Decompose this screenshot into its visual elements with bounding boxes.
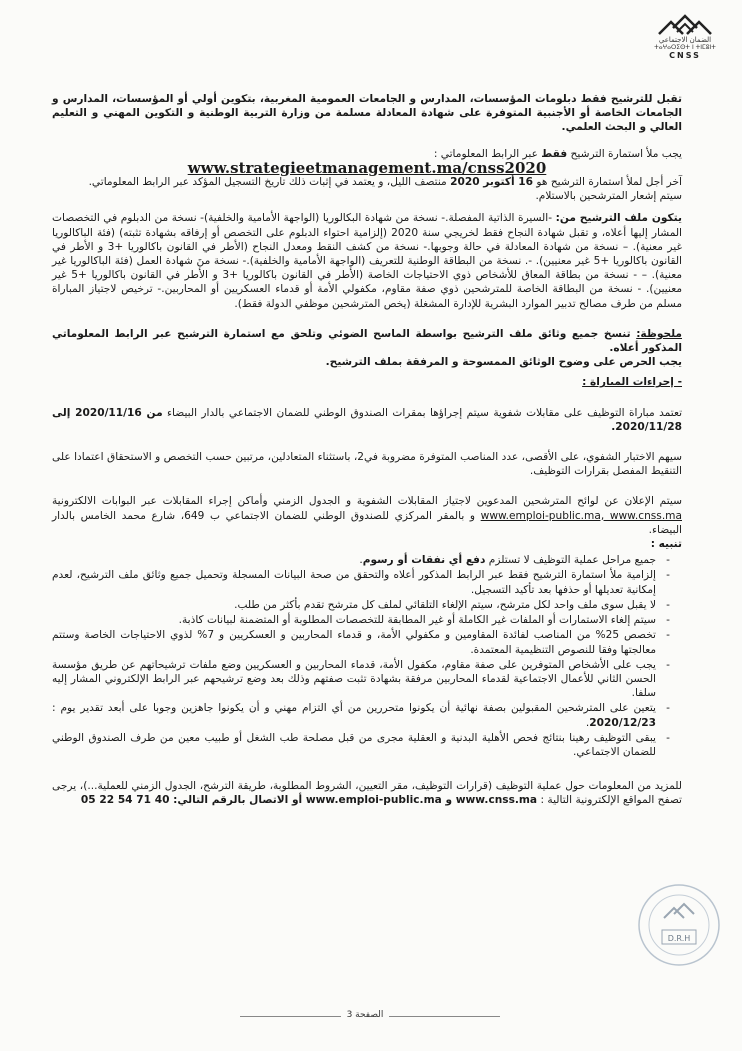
- logo-tifinagh-text: ⵜⴰⵖⴰⵔⵉⵙⵜ ⵏ ⵜⵏⵎⵓⵏⵜ: [654, 44, 716, 51]
- procedures-p3: [52, 494, 682, 537]
- notice-item: - إلزامية ملأ استمارة الترشيح فقط عبر الرابط المذكور أعلاه والتحقق من صحة البيانات المسجلة وتحميل جميع وثائق ملف الترشيح، لعدم إمكانية تعديلها أو حذفها بعد تأكيد التسجيل.: [52, 568, 670, 596]
- deadline-paragraph: [52, 175, 682, 189]
- notice-item: - جميع مراحل عملية التوظيف لا تستلزم دفع أي نفقات أو رسوم.: [52, 553, 670, 567]
- notice-heading: تنبيه :: [650, 538, 682, 551]
- application-url-link[interactable]: www.strategieetmanagement.ma/cnss2020: [187, 158, 547, 177]
- dossier-text: -السيرة الذاتية المفصلة.- نسخة من شهادة البكالوريا (الواجهة الأمامية والخلفية)- نسخة من الدبلوم في التخصصات المشار إليها أعلاه، و تقبل شهادة النجاح فقط لخريجي سنة 2020 (إلزامية احتواء الدبلوم على التخصص أو إرفاقه بشهادة تثبته) (فئة الباكالوريا غير معنية). – نسخة من شهادة المعادلة في حالة وجوبها.- نسخة من كشف النقط ومعدل النجاح (الأطر في القانون باكالوريا +3 و الأطر في القانون باكالوريا +5 غير معنيين). -. نسخة من البطاقة الوطنية للتعريف (الواجهة الأمامية والخلفية).- نسخة منَ شهادة العمل (فئة الباكالوريا غير معنية). – - نسخة من بطاقة المعاق للأشخاص ذوي الاحتياجات الخاصة (الأطر في القانون باكالوريا +3 و الأطر في القانون باكالوريا +5 غير معنيين). - نسخة من البطاقة الخاصة للمترشحين ذوي صفة مقاوم، مكفولي الأمة أو قدماء العسكريين أو المحاربين.- ترخيص لاجتياز المباراة مسلم من طرف مصالح تدبير الموارد البشرية للإدارة المشغلة (يخص المترشحين موظفي الدولة فقط).: [52, 212, 682, 310]
- drh-stamp: [636, 870, 722, 980]
- dossier-label: يتكون ملف الترشيح من:: [555, 212, 682, 225]
- document-body: [52, 92, 682, 808]
- page-footer: [300, 1010, 430, 1020]
- logo-arabic-text: الضمان الاجتماعي: [658, 36, 712, 44]
- remark-line2: يجب الحرص على وضوح الوثائق الممسوحة و المرفقة بملف الترشيح.: [325, 356, 682, 369]
- page-number: الصفحة 3: [341, 1010, 390, 1020]
- procedures-p3-end: و بالمقر المركزي للصندوق الوطني للضمان الاجتماعي ب 649، شارع محمد الخامس بالدار البيضاء.: [52, 509, 682, 536]
- form-instruction-start: يجب ملأ استمارة الترشيح: [567, 147, 682, 160]
- deadline-acknowledgement: سيتم إشعار المترشحين بالاستلام.: [535, 190, 682, 203]
- remark-paragraph: [52, 327, 682, 355]
- procedures-p1: [52, 406, 682, 434]
- more-info-contact: www.cnss.ma و www.emploi-public.ma أو الاتصال بالرقم التالي: 40 71 54 22 05: [80, 794, 538, 807]
- procedures-p1-start: تعتمد مباراة التوظيف على مقابلات شفوية سيتم إجراؤها بمقرات الصندوق الوطني للضمان الاجتماعي بالدار البيضاء: [162, 406, 683, 419]
- form-instruction-bold: فقط: [541, 147, 568, 160]
- cnss-logo: [648, 14, 722, 64]
- notice-item: - لا يقبل سوى ملف واحد لكل مترشح، سيتم الإلغاء التلقائي لملف كل مترشح تقدم بأكثر من طلب.: [52, 598, 670, 612]
- more-info-paragraph: [52, 779, 682, 807]
- notice-list: [52, 553, 682, 759]
- notice-item: - يتعين على المترشحين المقبولين بصفة نهائية أن يكونوا متحررين من أي التزام مهني و أن يكونوا جاهزين وجوبا على أبعد تقدير يوم : 2020/12/23.: [52, 701, 670, 729]
- cnss-roof-icon: [657, 14, 713, 36]
- procedures-heading: - إجراءات المباراة :: [582, 376, 682, 389]
- remark-label: ملحوظة:: [636, 327, 682, 340]
- procedures-p1-dates: من 2020/11/16 إلى 2020/11/28.: [52, 406, 682, 433]
- eligibility-paragraph: تقبل للترشيح فقط دبلومات المؤسسات، المدارس و الجامعات العمومية المغربية، بتكوين أولي أو المؤسسات، المدارس و الجامعات الخاصة أو الأجنبية المتوفرة على شهادة المعادلة مسلمة من وزارة التربية الوطنية و التكوين المهني و التعليم العالي و البحث العلمي.: [52, 93, 682, 134]
- notice-item: - يجب على الأشخاص المتوفرين على صفة مقاوم، مكفول الأمة، قدماء المحاربين و العسكريين وضع ملفات ترشيحاتهم عن طريق مؤسسة الحسن الثاني للأعمال الاجتماعية لقدماء المحاربين مرفقة بشهادة تثبت صفتهم وذلك بعد وضع ترشيحهم عبر الرابط الإلكتروني المشار إليه سلفا.: [52, 658, 670, 701]
- notice-item: - تخصص 25% من المناصب لفائدة المقاومين و مكفولي الأمة، و قدماء المحاربين و العسكريين و 7% لذوي الاحتياجات الخاصة وستتم معالجتها وفقا للنصوص التنظيمية المعتمدة.: [52, 628, 670, 656]
- notice-item: - سيتم إلغاء الاستمارات أو الملفات غير الكاملة أو غير المطابقة للتخصصات المطلوبة أو المتضمنة لبيانات كاذبة.: [52, 613, 670, 627]
- logo-cnss-text: CNSS: [669, 51, 701, 60]
- dossier-paragraph: [52, 211, 682, 310]
- drh-stamp-text: D.R.H: [667, 934, 691, 943]
- drh-stamp-icon: [636, 870, 722, 980]
- procedures-p2: سيهم الاختبار الشفوي، على الأقصى، عدد المناصب المتوفرة مضروبة في2، باستثناء المتعادلين، مرتبين حسب التخصص و الاستحقاق اعتمادا على التنقيط المفصل بقرارات التوظيف.: [52, 451, 682, 478]
- procedures-p3-links[interactable]: www.emploi-public.ma, www.cnss.ma: [480, 509, 682, 522]
- form-instruction-end: عبر الرابط المعلوماتي :: [433, 147, 542, 160]
- procedures-p3-start: سيتم الإعلان عن لوائح المترشحين المدعوين لاجتياز المقابلات الشفوية و الجدول الزمني وأماكن إجراء المقابلات عبر البوابات الالكترونية: [52, 495, 682, 508]
- deadline-date: 16 أكتوبر 2020: [450, 176, 534, 189]
- deadline-part1: آخر أجل لملأ استمارة الترشيح هو: [533, 176, 682, 189]
- remark-text: تنسخ جميع وثائق ملف الترشيح بواسطة الماسح الضوئي وتلحق مع استمارة الترشيح عبر الرابط المعلوماتي المذكور أعلاه.: [52, 327, 682, 355]
- deadline-part2: منتصف الليل، و يعتمد في إثبات ذلك تاريخ التسجيل المؤكد عبر الرابط المعلوماتي.: [88, 176, 451, 189]
- more-info-text: للمزيد من المعلومات حول عملية التوظيف (قرارات التوظيف، مقر التعيين، الشروط المطلوبة، طريقة الترشح، الجدول الزمني للعملية...)، يرجى تصفح المواقع الإلكترونية التالية :: [52, 780, 682, 807]
- notice-item: - يبقى التوظيف رهينا بنتائج فحص الأهلية البدنية و العقلية مجرى من قبل مصلحة طب الشغل أو طبيب معين من طرف الصندوق الوطني للضمان الاجتماعي.: [52, 731, 670, 759]
